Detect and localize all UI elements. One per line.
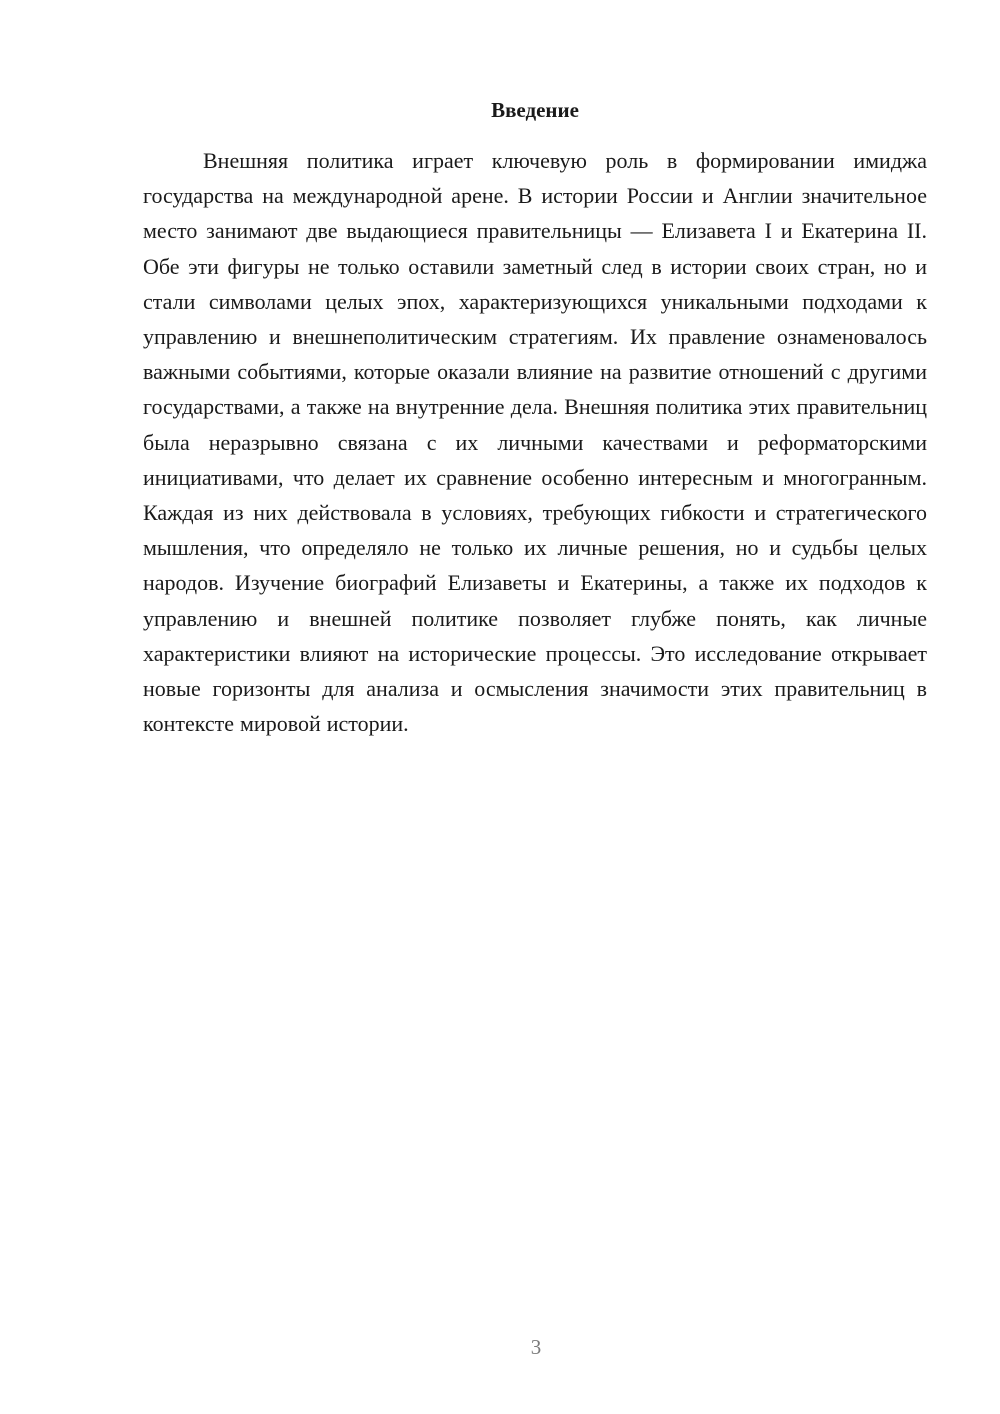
page-number: 3: [530, 1335, 542, 1359]
section-heading: Введение: [491, 98, 579, 122]
body-paragraph: Внешняя политика играет ключевую роль в формировании имиджа государства на международной арене. В истории России и Англии значительное место занимают две выдающиеся правительницы — Елизавета I и Екатерина II. Обе эти фигуры не только оставили заметный след в истории своих стран, но и стали символами целых эпох, характеризующихся уникальными подходами к управлению и внешнеполитическим стратегиям. Их правление ознаменовалось важными событиями, которые оказали влияние на развитие отношений с другими государствами, а также на внутренние дела. Внешняя политика этих правительниц была неразрывно связана с их личными качествами и реформаторскими инициативами, что делает их сравнение особенно интересным и многогранным. Каждая из них действовала в условиях, требующих гибкости и стратегического мышления, что определяло не только их личные решения, но и судьбы целых народов. Изучение биографий Елизаветы и Екатерины, а также их подходов к управлению и внешней политике позволяет глубже понять, как личные характеристики влияют на исторические процессы. Это исследование открывает новые горизонты для анализа и осмысления значимости этих правительниц в контексте мировой истории.: [143, 148, 927, 737]
